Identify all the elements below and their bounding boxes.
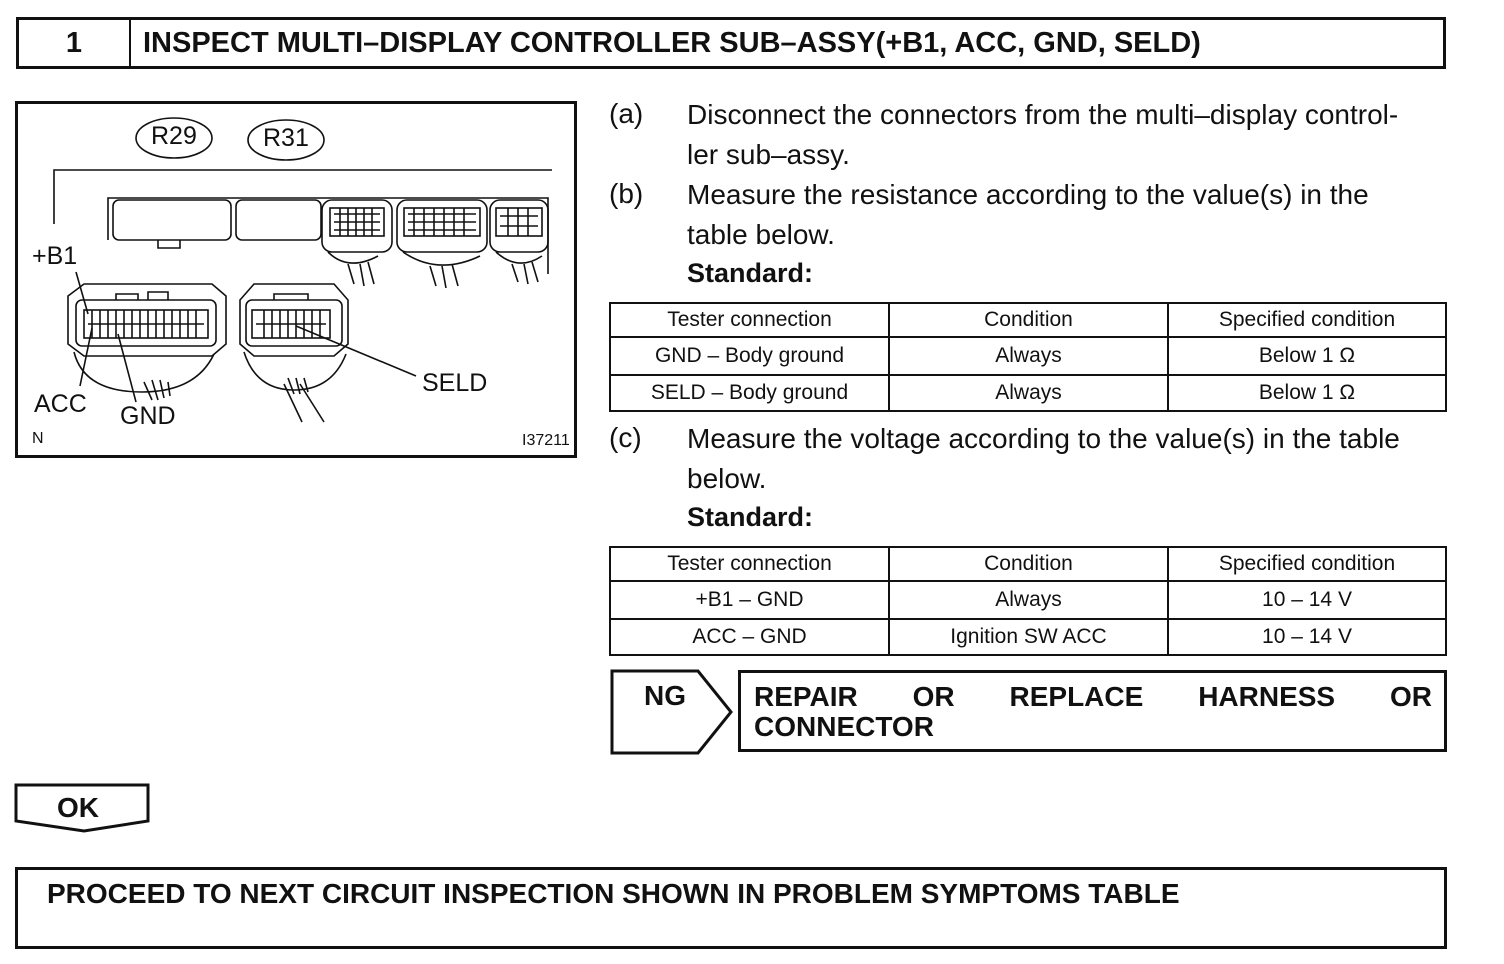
ng-action-word: OR: [912, 681, 955, 712]
cell-tester-connection: GND – Body ground: [610, 337, 889, 375]
connector-diagram: [18, 104, 574, 455]
cell-condition: Always: [889, 337, 1168, 375]
seld-leader: [296, 326, 416, 376]
cell-tester-connection: +B1 – GND: [610, 581, 889, 619]
step-b-line1: Measure the resistance according to the value(s) in the: [687, 179, 1369, 210]
step-number: 1: [19, 20, 131, 66]
step-a-line2: ler sub–assy.: [687, 139, 850, 170]
ng-action-word: REPAIR: [754, 681, 858, 712]
step-a-line1: Disconnect the connectors from the multi–display control-: [687, 99, 1399, 130]
cell-tester-connection: SELD – Body ground: [610, 375, 889, 411]
cell-condition: Always: [889, 375, 1168, 411]
step-b-line2: table below.: [687, 219, 835, 250]
header-specified-condition: Specified condition: [1168, 303, 1446, 337]
resistance-table: [609, 302, 1447, 412]
step-title: INSPECT MULTI–DISPLAY CONTROLLER SUB–ASSY(+B1, ACC, GND, SELD): [143, 26, 1201, 59]
seld-terminal-label: SELD: [422, 369, 488, 397]
cell-condition: Ignition SW ACC: [889, 619, 1168, 655]
connector-figure: [15, 101, 577, 458]
step-a-text: [687, 95, 1447, 175]
table-header-row: [610, 303, 1446, 337]
ng-action-line2: CONNECTOR: [754, 711, 934, 742]
ok-label: OK: [57, 792, 99, 823]
step-b-letter: (b): [609, 178, 644, 209]
header-tester-connection: Tester connection: [610, 303, 889, 337]
table-header-row: [610, 547, 1446, 581]
header-condition: Condition: [889, 547, 1168, 581]
b1-terminal-label: +B1: [32, 242, 78, 270]
ng-action-line1: [754, 682, 1432, 712]
proceed-text: PROCEED TO NEXT CIRCUIT INSPECTION SHOWN IN PROBLEM SYMPTOMS TABLE: [47, 878, 1180, 909]
cell-specified-condition: 10 – 14 V: [1168, 619, 1446, 655]
ng-action-word: OR: [1390, 681, 1432, 712]
table-row: [610, 375, 1446, 411]
ng-action-word: HARNESS: [1198, 681, 1336, 712]
connector-r29-label: R29: [151, 122, 197, 150]
controller-outline: [54, 170, 552, 224]
proceed-box: [15, 867, 1447, 949]
cell-specified-condition: 10 – 14 V: [1168, 581, 1446, 619]
step-header: [16, 17, 1446, 69]
cell-specified-condition: Below 1 Ω: [1168, 337, 1446, 375]
step-c-line2: below.: [687, 463, 767, 494]
standard-label-voltage: Standard:: [687, 502, 814, 532]
cell-condition: Always: [889, 581, 1168, 619]
ng-action-box: [738, 670, 1447, 752]
step-c-letter: (c): [609, 422, 642, 453]
table-row: [610, 581, 1446, 619]
voltage-table: [609, 546, 1447, 656]
gnd-terminal-label: GND: [120, 402, 176, 430]
ng-label: NG: [644, 680, 686, 711]
step-a-letter: (a): [609, 98, 644, 129]
cell-specified-condition: Below 1 Ω: [1168, 375, 1446, 411]
header-specified-condition: Specified condition: [1168, 547, 1446, 581]
step-b-text: [687, 175, 1447, 255]
b1-leader: [76, 272, 88, 314]
standard-label-resistance: Standard:: [687, 258, 814, 288]
connector-r31-label: R31: [263, 124, 309, 152]
cell-tester-connection: ACC – GND: [610, 619, 889, 655]
figure-corner-mark: N: [32, 430, 44, 447]
table-row: [610, 619, 1446, 655]
acc-terminal-label: ACC: [34, 390, 87, 418]
step-c-text: [687, 419, 1447, 499]
header-condition: Condition: [889, 303, 1168, 337]
figure-id: I37211: [522, 432, 570, 449]
ng-action-word: REPLACE: [1009, 681, 1144, 712]
header-tester-connection: Tester connection: [610, 547, 889, 581]
table-row: [610, 337, 1446, 375]
step-c-line1: Measure the voltage according to the value(s) in the table: [687, 423, 1400, 454]
